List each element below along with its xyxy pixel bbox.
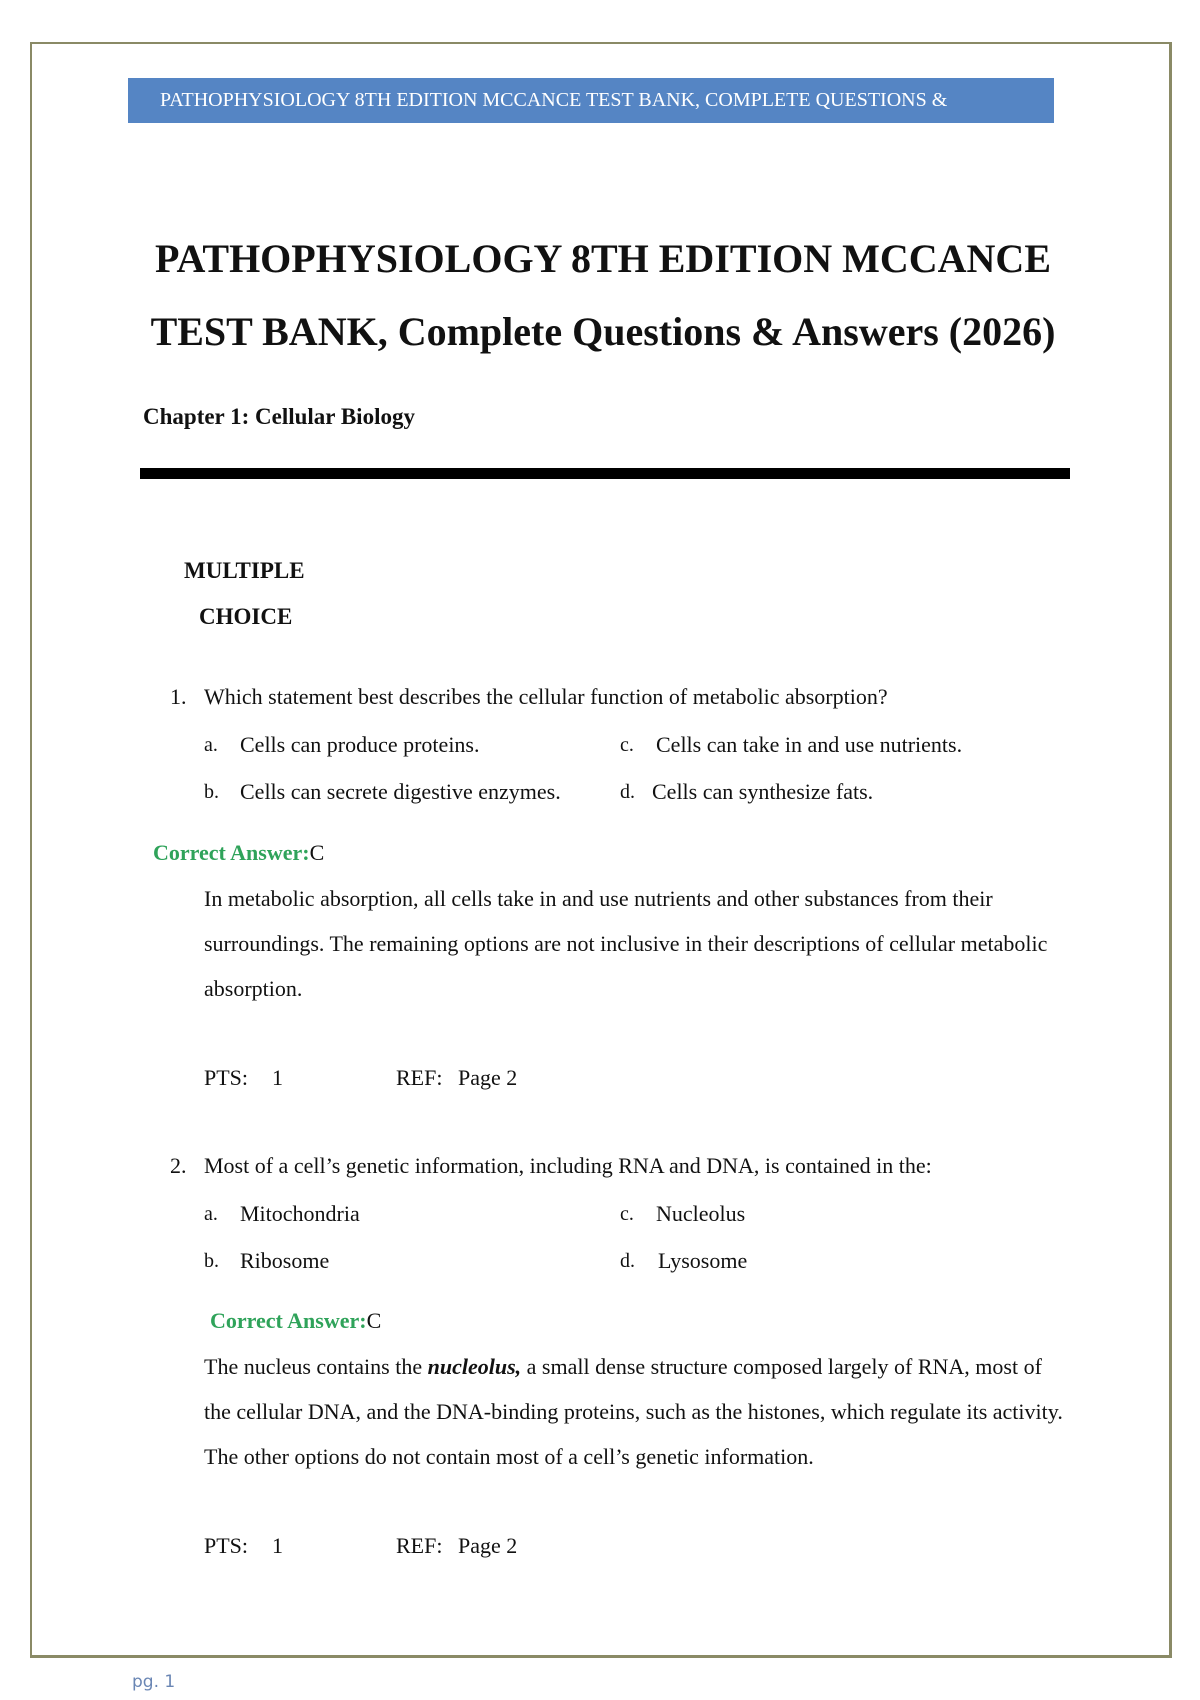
option-b-letter: b. [204,1250,219,1272]
option-b-text: Ribosome [240,1248,330,1273]
option-c-text: Nucleolus [656,1201,746,1226]
ref-value: Page 2 [458,1533,518,1558]
ref-label: REF: [396,1065,443,1090]
pts-label: PTS: [204,1533,249,1558]
pts-value: 1 [272,1533,283,1558]
correct-answer [210,1308,381,1334]
ref-label: REF: [396,1533,443,1558]
answer-explanation: In metabolic absorption, all cells take in and use nutrients and other substances from their surroundings. The remaining options are not inclusive in their descriptions of cellular metabolic absorption. [204,886,1048,1001]
question-number: 2. [170,1153,187,1178]
chapter-title: Chapter 1: Cellular Biology [143,404,415,429]
option-d-text: Cells can synthesize fats. [652,779,874,804]
question-text: Which statement best describes the cellular function of metabolic absorption? [204,684,888,709]
header-banner: PATHOPHYSIOLOGY 8TH EDITION MCCANCE TEST BANK, COMPLETE QUESTIONS & [128,78,1054,123]
correct-answer-value: C [309,840,325,865]
option-a-letter: a. [204,734,218,756]
explanation-text-post: a small dense structure composed largely of RNA, most of the cellular DNA, and the DNA-binding proteins, such as the histones, which regulate its activity. The other options do not contain most of a cell’s genetic information. [204,1354,1063,1469]
correct-answer-value: C [366,1308,382,1333]
option-a-text: Cells can produce proteins. [240,732,480,757]
option-c-letter: c. [620,734,634,756]
section-heading-line-1: MULTIPLE [184,558,305,583]
section-heading-line-2: CHOICE [199,604,293,629]
question-number: 1. [170,684,187,709]
page-number: pg. 1 [132,1672,176,1692]
option-b-letter: b. [204,781,219,803]
pts-label: PTS: [204,1065,249,1090]
option-a-letter: a. [204,1203,218,1225]
option-c-letter: c. [620,1203,634,1225]
divider-rule [140,468,1070,479]
answer-explanation [204,1344,1064,1479]
explanation-text-pre: The nucleus contains the [204,1354,428,1379]
document-title-line-2: TEST BANK, Complete Questions & Answers (2026) [150,309,1056,354]
pts-value: 1 [272,1065,283,1090]
section-heading [184,548,305,640]
ref-value: Page 2 [458,1065,518,1090]
option-c-text: Cells can take in and use nutrients. [656,732,963,757]
correct-answer [153,840,324,866]
option-a-text: Mitochondria [240,1201,360,1226]
question-text: Most of a cell’s genetic information, including RNA and DNA, is contained in the: [204,1153,932,1178]
option-b-text: Cells can secrete digestive enzymes. [240,779,561,804]
option-d-letter: d. [620,781,635,803]
option-d-text: Lysosome [658,1248,748,1273]
option-d-letter: d. [620,1250,635,1272]
document-title-line-1: PATHOPHYSIOLOGY 8TH EDITION MCCANCE [155,236,1051,281]
correct-answer-label: Correct Answer: [210,1308,367,1333]
explanation-emphasis: nucleolus, [427,1354,522,1379]
document-title [128,222,1078,368]
correct-answer-label: Correct Answer: [153,840,310,865]
